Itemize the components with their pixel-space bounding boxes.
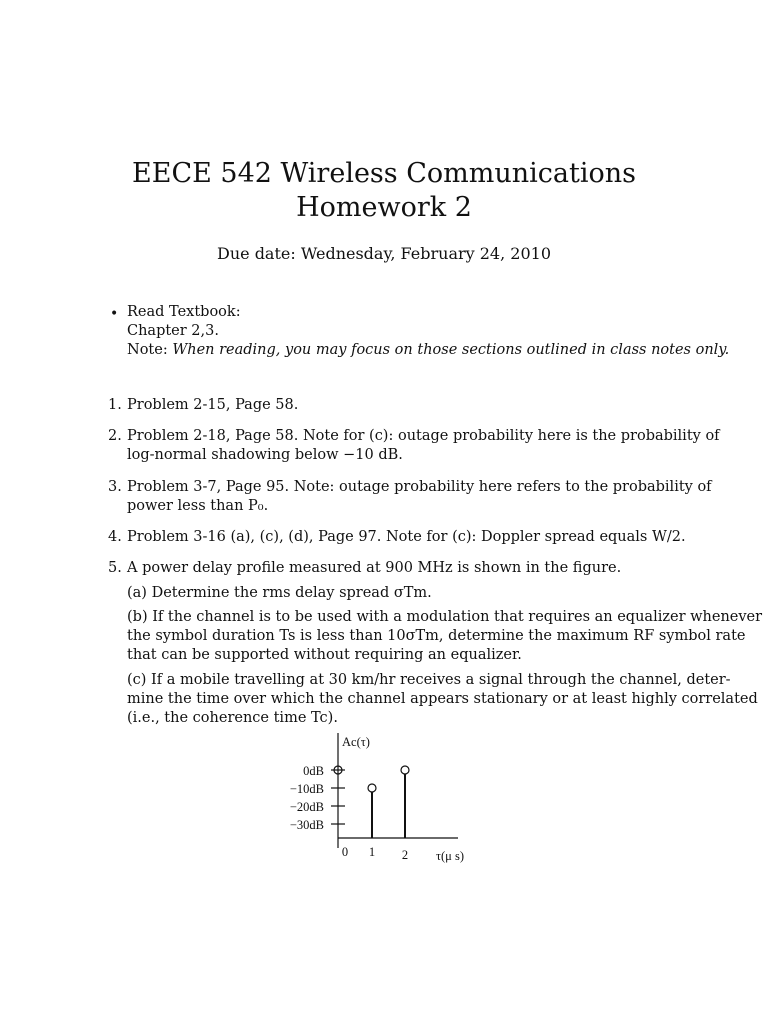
x-tick-label-2: 2 bbox=[401, 848, 409, 862]
document-subtitle: Homework 2 bbox=[296, 192, 472, 223]
document-title: EECE 542 Wireless Communications bbox=[132, 158, 636, 189]
y-tick-label-0db: 0dB bbox=[303, 764, 324, 778]
due-date: Due date: Wednesday, February 24, 2010 bbox=[217, 244, 551, 263]
problem-5-number: 5. bbox=[108, 560, 122, 576]
problem-4-number: 4. bbox=[108, 529, 122, 545]
problem-5-part-b-line1: (b) If the channel is to be used with a modulation that requires an equalizer whenever bbox=[127, 609, 763, 625]
problem-3-number: 3. bbox=[108, 479, 122, 495]
reading-line1: Read Textbook: bbox=[127, 304, 241, 320]
x-tick-label-0: 0 bbox=[341, 845, 349, 859]
y-axis-label: Ac(τ) bbox=[342, 735, 370, 749]
problem-5-part-c-line3: (i.e., the coherence time Tc). bbox=[127, 710, 338, 726]
stem-series bbox=[334, 766, 409, 838]
problem-5-part-b-line2: the symbol duration Ts is less than 10σTm, determine the maximum RF symbol rate bbox=[127, 628, 746, 644]
problem-4-text: Problem 3-16 (a), (c), (d), Page 97. Note for (c): Doppler spread equals W/2. bbox=[127, 529, 686, 545]
problem-5-part-b-line3: that can be supported without requiring an equalizer. bbox=[127, 647, 522, 663]
note-label: Note: bbox=[127, 342, 168, 358]
problem-1-number: 1. bbox=[108, 397, 122, 413]
bullet-marker: • bbox=[110, 306, 119, 322]
problem-5-part-c-line1: (c) If a mobile travelling at 30 km/hr receives a signal through the channel, deter- bbox=[127, 672, 731, 688]
stem-marker-1 bbox=[368, 784, 376, 792]
problem-5-part-c-line2: mine the time over which the channel appears stationary or at least highly correlated bbox=[127, 691, 758, 707]
x-axis-label: τ(μ s) bbox=[436, 849, 465, 863]
problem-2-line2: log-normal shadowing below −10 dB. bbox=[127, 447, 403, 463]
stem-marker-2 bbox=[401, 766, 409, 774]
note-text: When reading, you may focus on those sections outlined in class notes only. bbox=[172, 342, 730, 358]
problem-1-text: Problem 2-15, Page 58. bbox=[127, 397, 299, 413]
problem-5-intro: A power delay profile measured at 900 MHz is shown in the figure. bbox=[127, 560, 622, 576]
reading-line2: Chapter 2,3. bbox=[127, 323, 219, 339]
problem-3-line1: Problem 3-7, Page 95. Note: outage probability here refers to the probability of bbox=[127, 479, 712, 495]
problem-2-number: 2. bbox=[108, 428, 122, 444]
y-tick-label-minus20db: −20dB bbox=[289, 800, 324, 814]
problem-3-line2: power less than P₀. bbox=[127, 498, 269, 514]
problem-2-line1: Problem 2-18, Page 58. Note for (c): outage probability here is the probability of bbox=[127, 428, 720, 444]
problem-5-part-a: (a) Determine the rms delay spread σTm. bbox=[127, 585, 432, 601]
y-tick-label-minus30db: −30dB bbox=[289, 818, 324, 832]
x-tick-label-1: 1 bbox=[368, 845, 376, 859]
y-tick-label-minus10db: −10dB bbox=[289, 782, 324, 796]
